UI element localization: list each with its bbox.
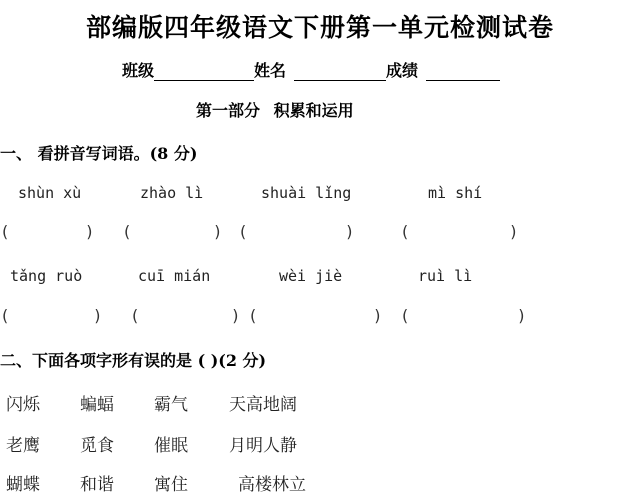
pinyin-item: cuī mián	[138, 267, 211, 285]
score-field[interactable]	[426, 62, 500, 81]
word-item: 蝴蝶	[6, 475, 40, 495]
answer-box[interactable]: ( )	[132, 306, 239, 325]
word-item: 月明人静	[229, 436, 297, 456]
student-info-row	[122, 58, 500, 81]
answer-box[interactable]: ( )	[402, 222, 517, 241]
name-label: 姓名	[254, 61, 287, 80]
answer-box[interactable]: ( )	[124, 222, 221, 241]
class-field[interactable]	[154, 62, 254, 81]
score-label: 成绩	[386, 61, 419, 80]
pinyin-item: ruì lì	[418, 267, 473, 285]
pinyin-item: shùn xù	[18, 184, 82, 202]
answer-box[interactable]: ( )	[2, 306, 101, 325]
pinyin-item: tǎng ruò	[10, 267, 83, 285]
word-item: 蝙蝠	[80, 395, 114, 415]
part-heading: 第一部分 积累和运用	[196, 101, 354, 120]
page-title: 部编版四年级语文下册第一单元检测试卷	[85, 13, 554, 42]
word-item: 寓住	[154, 475, 188, 495]
question-2-heading: 二、下面各项字形有误的是 ( )(2 分)	[0, 351, 267, 370]
word-item: 催眠	[154, 436, 188, 456]
pinyin-item: shuài lǐng	[261, 184, 352, 202]
class-label: 班级	[122, 61, 155, 80]
pinyin-item: mì shí	[428, 184, 483, 202]
word-item: 觅食	[80, 436, 114, 456]
pinyin-item: zhào lì	[140, 184, 204, 202]
answer-box[interactable]: ( )	[250, 306, 381, 325]
name-field[interactable]	[294, 62, 386, 81]
pinyin-item: wèi jiè	[279, 267, 343, 285]
word-item: 霸气	[154, 395, 188, 415]
answer-box[interactable]: ( )	[402, 306, 525, 325]
question-1-heading: 一、 看拼音写词语。(8 分)	[0, 144, 198, 163]
answer-box[interactable]: ( )	[2, 222, 93, 241]
word-item: 闪烁	[6, 395, 40, 415]
answer-box[interactable]: ( )	[240, 222, 353, 241]
word-item: 和谐	[80, 475, 114, 495]
word-item: 高楼林立	[238, 475, 306, 495]
word-item: 老鹰	[6, 436, 40, 456]
word-item: 天高地阔	[229, 395, 297, 415]
